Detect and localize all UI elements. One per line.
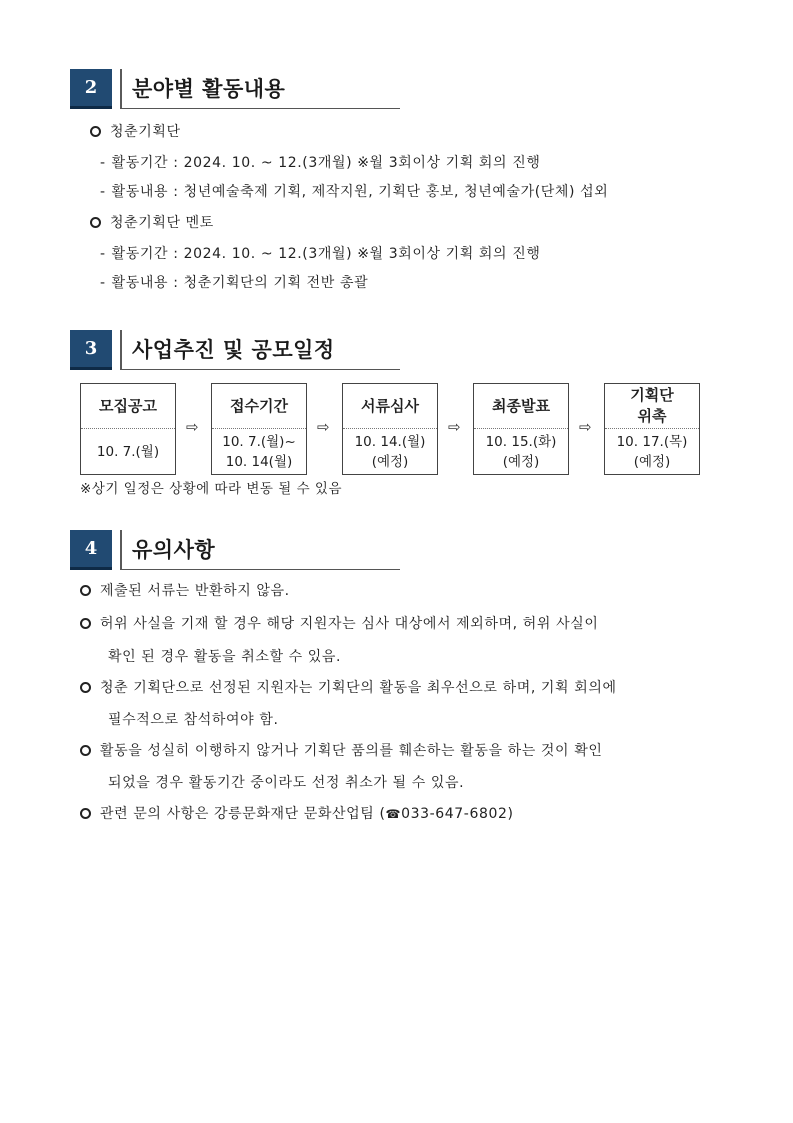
section-3-underline	[120, 369, 400, 370]
step-date: 10. 17.(목) (예정)	[616, 433, 688, 470]
section-2-number: 2	[70, 69, 112, 109]
section-4-underline	[120, 569, 400, 570]
section-4-title: 유의사항	[132, 538, 216, 562]
section-2-underline	[120, 108, 400, 109]
section-4-header	[70, 530, 400, 570]
step-date: 10. 7.(월)~ 10. 14(월)	[222, 433, 296, 470]
step-date: 10. 7.(월)	[96, 443, 160, 460]
step-title: 접수기간	[230, 396, 288, 415]
notice-item-3-cont: 필수적으로 참석하여야 함.	[108, 712, 279, 728]
group-2-item-2: - 활동내용 : 청춘기획단의 기획 전반 총괄	[100, 275, 369, 291]
notice-item-5: 관련 문의 사항은 강릉문화재단 문화산업팀 (☎033-647-6802)	[80, 803, 514, 823]
group-1-title: 청춘기획단	[90, 121, 181, 141]
phone-icon: ☎	[385, 807, 402, 821]
step-title: 기획단 위촉	[630, 386, 674, 425]
circle-bullet-icon	[80, 618, 91, 629]
notice-item-4: 활동을 성실히 이행하지 않거나 기획단 품의를 훼손하는 활동을 하는 것이 확인	[80, 740, 602, 760]
step-date: 10. 15.(화) (예정)	[485, 433, 557, 470]
schedule-step-receipt	[211, 383, 307, 475]
circle-bullet-icon	[80, 585, 91, 596]
arrow-right-icon: ⇨	[317, 418, 330, 436]
phone-number: 033-647-6802)	[401, 806, 514, 822]
section-3-header	[70, 330, 400, 370]
schedule-step-recruit	[80, 383, 176, 475]
notice-item-3: 청춘 기획단으로 선정된 지원자는 기획단의 활동을 최우선으로 하며, 기획 회의에	[80, 677, 617, 697]
group-1-item-1: - 활동기간 : 2024. 10. ~ 12.(3개월) ※월 3회이상 기획 회의 진행	[100, 155, 541, 171]
section-2-divider	[120, 69, 122, 109]
schedule-step-announcement	[473, 383, 569, 475]
circle-bullet-icon	[80, 682, 91, 693]
section-3-number: 3	[70, 330, 112, 370]
section-2-header	[70, 69, 400, 109]
section-4-number: 4	[70, 530, 112, 570]
arrow-right-icon: ⇨	[186, 418, 199, 436]
step-title: 서류심사	[361, 396, 419, 415]
section-3-divider	[120, 330, 122, 370]
notice-item-4-cont: 되었을 경우 활동기간 중이라도 선정 취소가 될 수 있음.	[108, 775, 465, 791]
group-2-item-1: - 활동기간 : 2024. 10. ~ 12.(3개월) ※월 3회이상 기획 회의 진행	[100, 246, 541, 262]
schedule-note: ※상기 일정은 상황에 따라 변동 될 수 있음	[80, 481, 343, 497]
group-1-item-2: - 활동내용 : 청년예술축제 기획, 제작지원, 기획단 홍보, 청년예술가(단체) 섭외	[100, 184, 609, 200]
notice-item-2: 허위 사실을 기재 할 경우 해당 지원자는 심사 대상에서 제외하며, 허위 사실이	[80, 613, 598, 633]
step-title: 모집공고	[99, 396, 157, 415]
arrow-right-icon: ⇨	[579, 418, 592, 436]
step-date: 10. 14.(월) (예정)	[354, 433, 426, 470]
circle-bullet-icon	[80, 745, 91, 756]
step-title: 최종발표	[492, 396, 550, 415]
arrow-right-icon: ⇨	[448, 418, 461, 436]
notice-item-1: 제출된 서류는 반환하지 않음.	[80, 580, 290, 600]
notice-item-2-cont: 확인 된 경우 활동을 취소할 수 있음.	[108, 649, 342, 665]
section-2-title: 분야별 활동내용	[132, 77, 286, 101]
schedule-step-appointment	[604, 383, 700, 475]
circle-bullet-icon	[90, 217, 101, 228]
schedule-step-screening	[342, 383, 438, 475]
circle-bullet-icon	[90, 126, 101, 137]
circle-bullet-icon	[80, 808, 91, 819]
section-3-title: 사업추진 및 공모일정	[132, 338, 335, 362]
group-2-title: 청춘기획단 멘토	[90, 212, 214, 232]
section-4-divider	[120, 530, 122, 570]
